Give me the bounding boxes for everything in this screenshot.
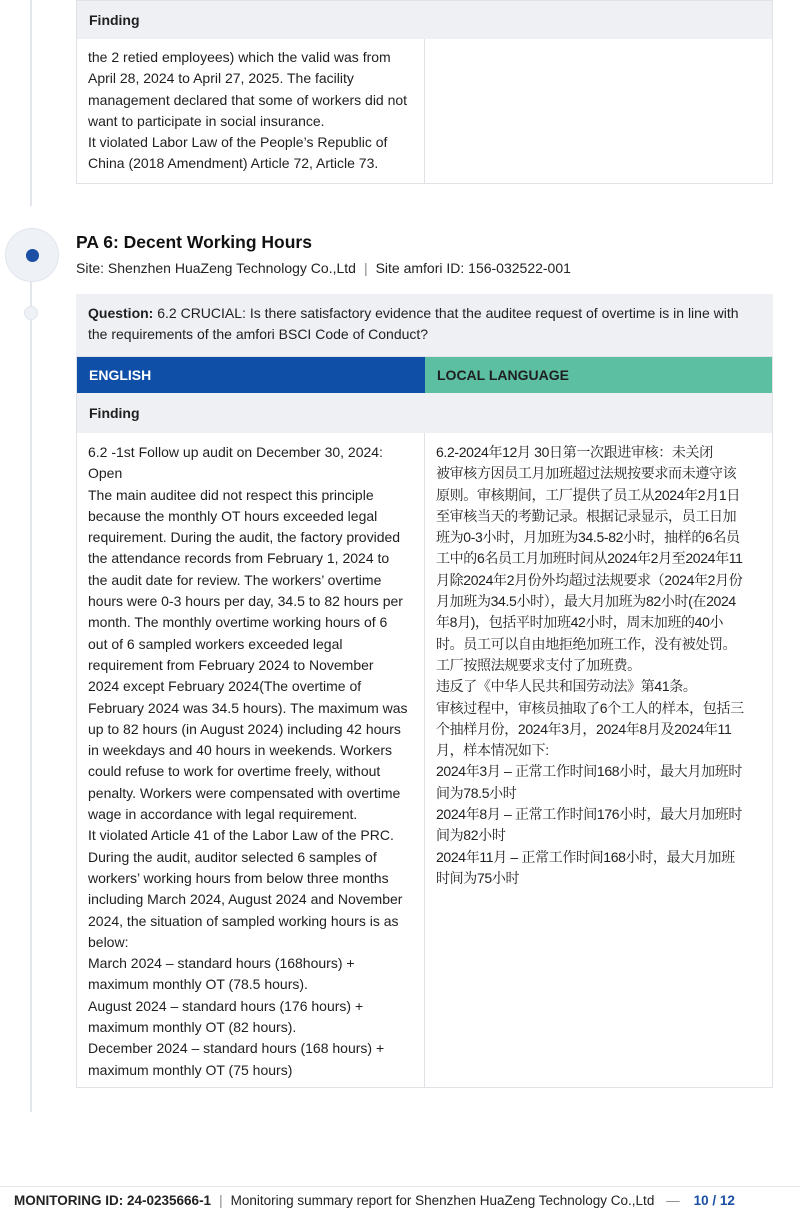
text-line: 班为0-3小时，月加班为34.5-82小时，抽样的6名员 xyxy=(436,529,740,546)
page-footer xyxy=(14,1193,735,1208)
text-line: the 2 retied employees) which the valid was from xyxy=(88,49,391,65)
timeline-line xyxy=(30,0,32,206)
footer-divider xyxy=(0,1186,800,1187)
question-label: Question: xyxy=(88,305,154,321)
text-line: because the monthly OT hours exceeded legal xyxy=(88,507,378,524)
text-line: August 2024 – standard hours (176 hours) + xyxy=(88,997,364,1014)
dash: — xyxy=(666,1193,680,1208)
local-language-header: LOCAL LANGUAGE xyxy=(425,357,772,393)
english-header: ENGLISH xyxy=(77,357,425,393)
text-line: 月，样本情况如下: xyxy=(436,742,549,759)
text-line: 违反了《中华人民共和国劳动法》第41条。 xyxy=(436,678,697,695)
finding-label: Finding xyxy=(77,393,772,433)
text-line: the attendance records from February 1, 2024 to xyxy=(88,550,390,567)
text-line: 被审核方因员工月加班超过法规按要求而未遵守该 xyxy=(436,465,737,482)
text-line: 6.2 -1st Follow up audit on December 30, 2024: xyxy=(88,444,383,460)
text-line: 2024年3月 – 正常工作时间168小时，最大月加班时 xyxy=(436,763,743,780)
question-box xyxy=(76,294,773,356)
text-line: out of 6 sampled workers exceeded legal xyxy=(88,635,343,652)
text-line: up to 82 hours (in August 2024) including 42 hours xyxy=(88,720,401,737)
text-line: 间为78.5小时 xyxy=(436,784,517,801)
text-line: Open xyxy=(88,465,123,482)
text-line: maximum monthly OT (78.5 hours). xyxy=(88,976,308,993)
local-language-finding-cell xyxy=(425,433,772,1087)
question-text: 6.2 CRUCIAL: Is there satisfactory evidence that the auditee request of overtime is in line with xyxy=(157,305,739,321)
table-header xyxy=(77,357,772,393)
text-line: month. The monthly overtime working hours of 6 xyxy=(88,614,388,631)
text-line: 工中的6名员工月加班时间从2024年2月至2024年11 xyxy=(436,550,743,567)
text-line: hours were 0-3 hours per day, 34.5 to 82 hours per xyxy=(88,593,403,610)
timeline-line xyxy=(30,282,32,1112)
text-line: 个抽样月份，2024年3月，2024年8月及2024年11 xyxy=(436,720,732,737)
separator: | xyxy=(219,1193,223,1208)
text-line: The main auditee did not respect this principle xyxy=(88,486,374,503)
text-line: 月加班为34.5小时），最大月加班为82小时(在2024 xyxy=(436,593,736,610)
text-line: March 2024 – standard hours (168hours) + xyxy=(88,955,355,972)
finding-table xyxy=(76,356,773,1088)
text-line: April 28, 2024 to April 27, 2025. The facility xyxy=(88,70,354,87)
text-line: the audit date for review. The workers’ overtime xyxy=(88,571,382,588)
local-cell xyxy=(425,39,772,183)
text-line: penalty. Workers were compensated with overtime xyxy=(88,784,401,801)
text-line: 审核过程中，审核员抽取了6个工人的样本，包括三 xyxy=(436,699,744,716)
text-line: It violated Labor Law of the People’s Republic of xyxy=(88,134,388,151)
text-line: During the audit, auditor selected 6 samples of xyxy=(88,848,377,865)
text-line: 2024年11月 – 正常工作时间168小时，最大月加班 xyxy=(436,848,735,865)
text-line: 2024 except February 2024(The overtime of xyxy=(88,678,362,695)
separator: | xyxy=(363,260,368,276)
text-line: December 2024 – standard hours (168 hours) + xyxy=(88,1040,385,1057)
site-info xyxy=(76,260,571,276)
text-line: requirement from February 2024 to November xyxy=(88,656,374,673)
timeline-subnode xyxy=(24,306,38,320)
text-line: 间为82小时 xyxy=(436,827,506,844)
text-line: maximum monthly OT (75 hours) xyxy=(88,1061,293,1078)
text-line: maximum monthly OT (82 hours). xyxy=(88,1019,297,1036)
text-line: It violated Article 41 of the Labor Law of the PRC. xyxy=(88,827,394,844)
site-label: Site: Shenzhen HuaZeng Technology Co.,Ltd xyxy=(76,260,356,276)
text-line: below: xyxy=(88,933,129,950)
english-finding-cell xyxy=(77,433,425,1087)
monitoring-id: MONITORING ID: 24-0235666-1 xyxy=(14,1193,212,1208)
text-line: 原则。审核期间，工厂提供了员工从2024年2月1日 xyxy=(436,486,740,503)
previous-finding-table xyxy=(76,0,773,184)
english-cell xyxy=(77,39,425,183)
text-line: want to participate in social insurance. xyxy=(88,112,325,129)
timeline-node xyxy=(5,228,59,282)
text-line: requirement. During the audit, the factory provided xyxy=(88,529,401,546)
text-line: 年8月)，包括平时加班42小时，周末加班的40小 xyxy=(436,614,724,631)
text-line: 时。员工可以自由地拒绝加班工作，没有被处罚。 xyxy=(436,635,737,652)
site-id: Site amfori ID: 156-032522-001 xyxy=(375,260,571,276)
text-line: could refuse to work for overtime freely, without xyxy=(88,763,381,780)
text-line: 6.2-2024年12月 30日第一次跟进审核：未关闭 xyxy=(436,444,713,460)
finding-label: Finding xyxy=(77,1,772,39)
text-line: 时间为75小时 xyxy=(436,869,520,886)
text-line: management declared that some of workers did not xyxy=(88,91,408,108)
timeline-node-dot xyxy=(26,249,39,262)
text-line: wage in accordance with legal requirement. xyxy=(88,806,358,823)
report-title: Monitoring summary report for Shenzhen HuaZeng Technology Co.,Ltd xyxy=(230,1193,655,1208)
text-line: 月除2024年2月份外均超过法规要求（2024年2月份 xyxy=(436,571,743,588)
text-line: 工厂按照法规要求支付了加班费。 xyxy=(436,656,641,673)
text-line: including March 2024, August 2024 and November xyxy=(88,891,403,908)
text-line: February 2024 was 34.5 hours). The maximum was xyxy=(88,699,408,716)
section-title: PA 6: Decent Working Hours xyxy=(76,232,312,252)
page-number: 10 / 12 xyxy=(693,1193,735,1208)
text-line: in weekdays and 40 hours in weekends. Workers xyxy=(88,742,393,759)
question-text-cont: the requirements of the amfori BSCI Code of Conduct? xyxy=(88,326,429,343)
text-line: 2024, the situation of sampled working hours is as xyxy=(88,912,399,929)
text-line: workers’ working hours from below three months xyxy=(88,869,389,886)
text-line: 至审核当天的考勤记录。根据记录显示，员工日加 xyxy=(436,507,737,524)
text-line: China (2018 Amendment) Article 72, Article 73. xyxy=(88,155,379,172)
text-line: 2024年8月 – 正常工作时间176小时，最大月加班时 xyxy=(436,806,743,823)
